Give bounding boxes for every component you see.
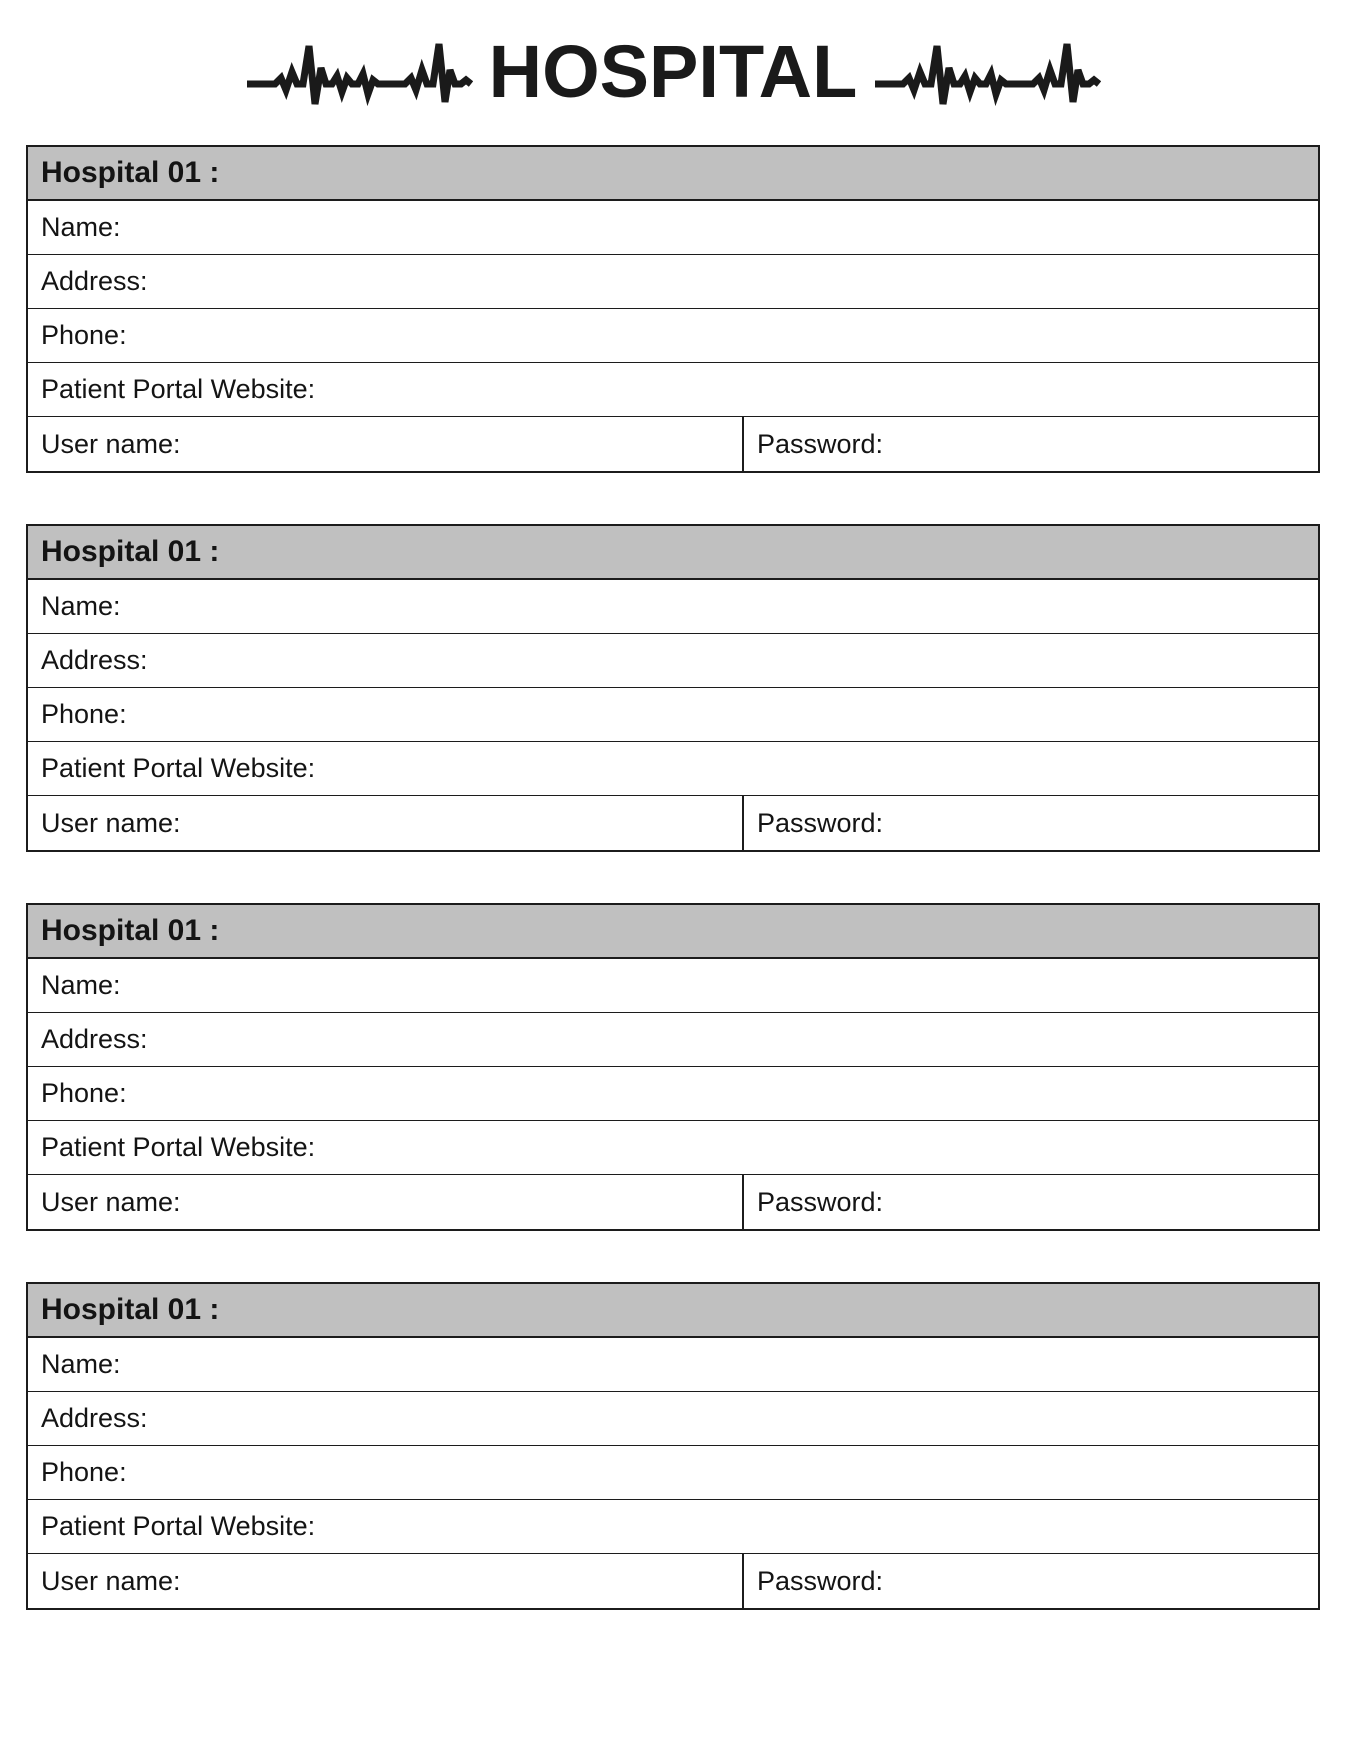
hospital-card-title: Hospital 01 : <box>41 914 220 947</box>
field-row-credentials <box>28 1554 1318 1608</box>
field-cell-username[interactable] <box>28 417 744 471</box>
field-label-password: Password: <box>757 428 884 459</box>
field-label-name: Name: <box>41 970 121 1000</box>
hospital-card-title: Hospital 01 : <box>41 156 220 189</box>
field-label-name: Name: <box>41 212 121 242</box>
field-cell-password[interactable] <box>744 796 1318 850</box>
page-title: HOSPITAL <box>488 30 858 113</box>
page-header <box>0 26 1346 118</box>
field-row-portal-website[interactable] <box>28 1500 1318 1554</box>
hospital-card-header <box>28 526 1318 580</box>
field-row-credentials <box>28 1175 1318 1229</box>
ecg-waveform-icon-right <box>873 34 1101 110</box>
field-label-username: User name: <box>41 1186 181 1217</box>
hospital-card <box>26 1282 1320 1610</box>
hospital-card-title: Hospital 01 : <box>41 535 220 568</box>
field-label-portal-website: Patient Portal Website: <box>41 753 316 783</box>
field-row-name[interactable] <box>28 580 1318 634</box>
field-label-address: Address: <box>41 266 148 296</box>
field-label-address: Address: <box>41 1024 148 1054</box>
field-label-portal-website: Patient Portal Website: <box>41 1132 316 1162</box>
field-cell-password[interactable] <box>744 417 1318 471</box>
field-cell-username[interactable] <box>28 1554 744 1608</box>
hospital-card-header <box>28 1284 1318 1338</box>
field-row-credentials <box>28 796 1318 850</box>
field-row-address[interactable] <box>28 1392 1318 1446</box>
field-label-address: Address: <box>41 645 148 675</box>
field-row-portal-website[interactable] <box>28 1121 1318 1175</box>
field-label-username: User name: <box>41 428 181 459</box>
field-cell-password[interactable] <box>744 1175 1318 1229</box>
ecg-waveform-icon-left <box>245 34 473 110</box>
field-row-phone[interactable] <box>28 1446 1318 1500</box>
field-label-password: Password: <box>757 1186 884 1217</box>
field-row-credentials <box>28 417 1318 471</box>
field-cell-username[interactable] <box>28 796 744 850</box>
field-label-address: Address: <box>41 1403 148 1433</box>
field-row-phone[interactable] <box>28 1067 1318 1121</box>
field-row-phone[interactable] <box>28 688 1318 742</box>
field-row-address[interactable] <box>28 1013 1318 1067</box>
field-row-address[interactable] <box>28 255 1318 309</box>
field-label-phone: Phone: <box>41 320 127 350</box>
field-label-name: Name: <box>41 591 121 621</box>
field-label-password: Password: <box>757 807 884 838</box>
field-row-portal-website[interactable] <box>28 363 1318 417</box>
field-label-phone: Phone: <box>41 1457 127 1487</box>
hospital-card <box>26 524 1320 852</box>
field-cell-password[interactable] <box>744 1554 1318 1608</box>
field-label-password: Password: <box>757 1565 884 1596</box>
hospital-card <box>26 145 1320 473</box>
hospital-card-title: Hospital 01 : <box>41 1293 220 1326</box>
field-row-portal-website[interactable] <box>28 742 1318 796</box>
field-label-portal-website: Patient Portal Website: <box>41 374 316 404</box>
field-label-username: User name: <box>41 1565 181 1596</box>
field-cell-username[interactable] <box>28 1175 744 1229</box>
hospital-card-header <box>28 147 1318 201</box>
field-row-name[interactable] <box>28 1338 1318 1392</box>
field-row-name[interactable] <box>28 959 1318 1013</box>
field-label-phone: Phone: <box>41 699 127 729</box>
hospital-card-header <box>28 905 1318 959</box>
field-label-name: Name: <box>41 1349 121 1379</box>
field-label-portal-website: Patient Portal Website: <box>41 1511 316 1541</box>
field-label-phone: Phone: <box>41 1078 127 1108</box>
hospital-cards-list <box>26 145 1320 1661</box>
hospital-card <box>26 903 1320 1231</box>
field-row-phone[interactable] <box>28 309 1318 363</box>
field-row-address[interactable] <box>28 634 1318 688</box>
field-row-name[interactable] <box>28 201 1318 255</box>
field-label-username: User name: <box>41 807 181 838</box>
